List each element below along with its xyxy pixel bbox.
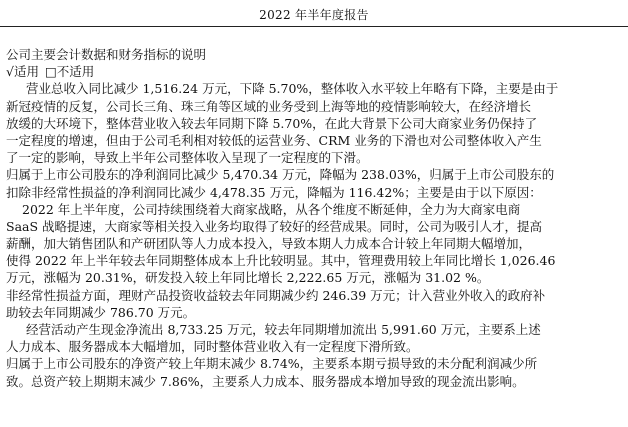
paragraph-line: SaaS 战略提速，大商家等相关投入业务均取得了较好的经营成果。同时，公司为吸引人才，提高 xyxy=(6,218,543,234)
paragraph-line: 一定程度的增速，但由于公司毛利相对较低的运营业务、CRM 业务的下滑也对公司整体收入产生 xyxy=(6,132,542,148)
paragraph-line: 了一定的影响，导致上半年公司整体收入呈现了一定程度的下滑。 xyxy=(6,150,369,166)
paragraph-line: 薪酬，加大销售团队和产研团队等人力成本投入，导致本期人力成本合计较上年同期大幅增加， xyxy=(6,236,532,252)
paragraph-line: 人力成本、服务器成本大幅增加，同时整体营业收入有一定程度下滑所致。 xyxy=(6,339,419,355)
paragraph-line: 致。总资产较上期期末减少 7.86%，主要系人力成本、服务器成本增加导致的现金流出影响。 xyxy=(6,373,525,389)
paragraph-line: 放缓的大环境下，整体营业收入较去年同期下降 5.70%，在此大背景下公司大商家业务仍保持了 xyxy=(6,115,538,131)
option-not-applicable-unchecked: □不适用 xyxy=(44,64,95,80)
header-divider xyxy=(0,26,628,27)
section-heading: 公司主要会计数据和财务指标的说明 xyxy=(6,47,207,62)
applicability-options xyxy=(6,63,622,80)
option-applicable-checked: √适用 xyxy=(6,64,39,80)
report-title: 2022 年半年度报告 xyxy=(259,8,369,22)
page-header xyxy=(0,0,628,26)
paragraph-line: 新冠疫情的反复，公司长三角、珠三角等区域的业务受到上海等地的疫情影响较大，在经济增长 xyxy=(6,98,532,114)
paragraph-line: 非经常性损益方面，理财产品投资收益较去年同期减少约 246.39 万元；计入营业外收入的政府补 xyxy=(6,287,546,303)
document-body xyxy=(6,46,622,390)
paragraph-line: 万元，涨幅为 20.31%，研发投入较上年同比增长 2,222.65 万元，涨幅为 31.02 %。 xyxy=(6,270,490,286)
paragraph-line: 扣除非经常性损益的净利润同比减少 4,478.35 万元，降幅为 116.42%；主要是由于以下原因： xyxy=(6,184,542,200)
paragraph-line: 归属于上市公司股东的净资产较上年期末减少 8.74%，主要系本期亏损导致的未分配利润减少所 xyxy=(6,356,538,372)
paragraph-line: 助较去年同期减少 786.70 万元。 xyxy=(6,304,196,320)
paragraph-line: 经营活动产生现金净流出 8,733.25 万元，较去年同期增加流出 5,991.60 万元，主要系上述 xyxy=(26,322,541,337)
paragraph-line: 使得 2022 年上半年较去年同期整体成本上升比较明显。其中，管理费用较上年同比增长 1,026.46 xyxy=(6,253,556,269)
paragraph-line: 归属于上市公司股东的净利润同比减少 5,470.34 万元，降幅为 238.03%，归属于上市公司股东的 xyxy=(6,167,555,183)
paragraph-line: 营业总收入同比减少 1,516.24 万元，下降 5.70%，整体收入水平较上年略有下降，主要是由于 xyxy=(26,81,559,97)
paragraph-line: 2022 年上半年度，公司持续围绕着大商家战略，从各个维度不断延伸，全力为大商家电商 xyxy=(22,201,521,217)
